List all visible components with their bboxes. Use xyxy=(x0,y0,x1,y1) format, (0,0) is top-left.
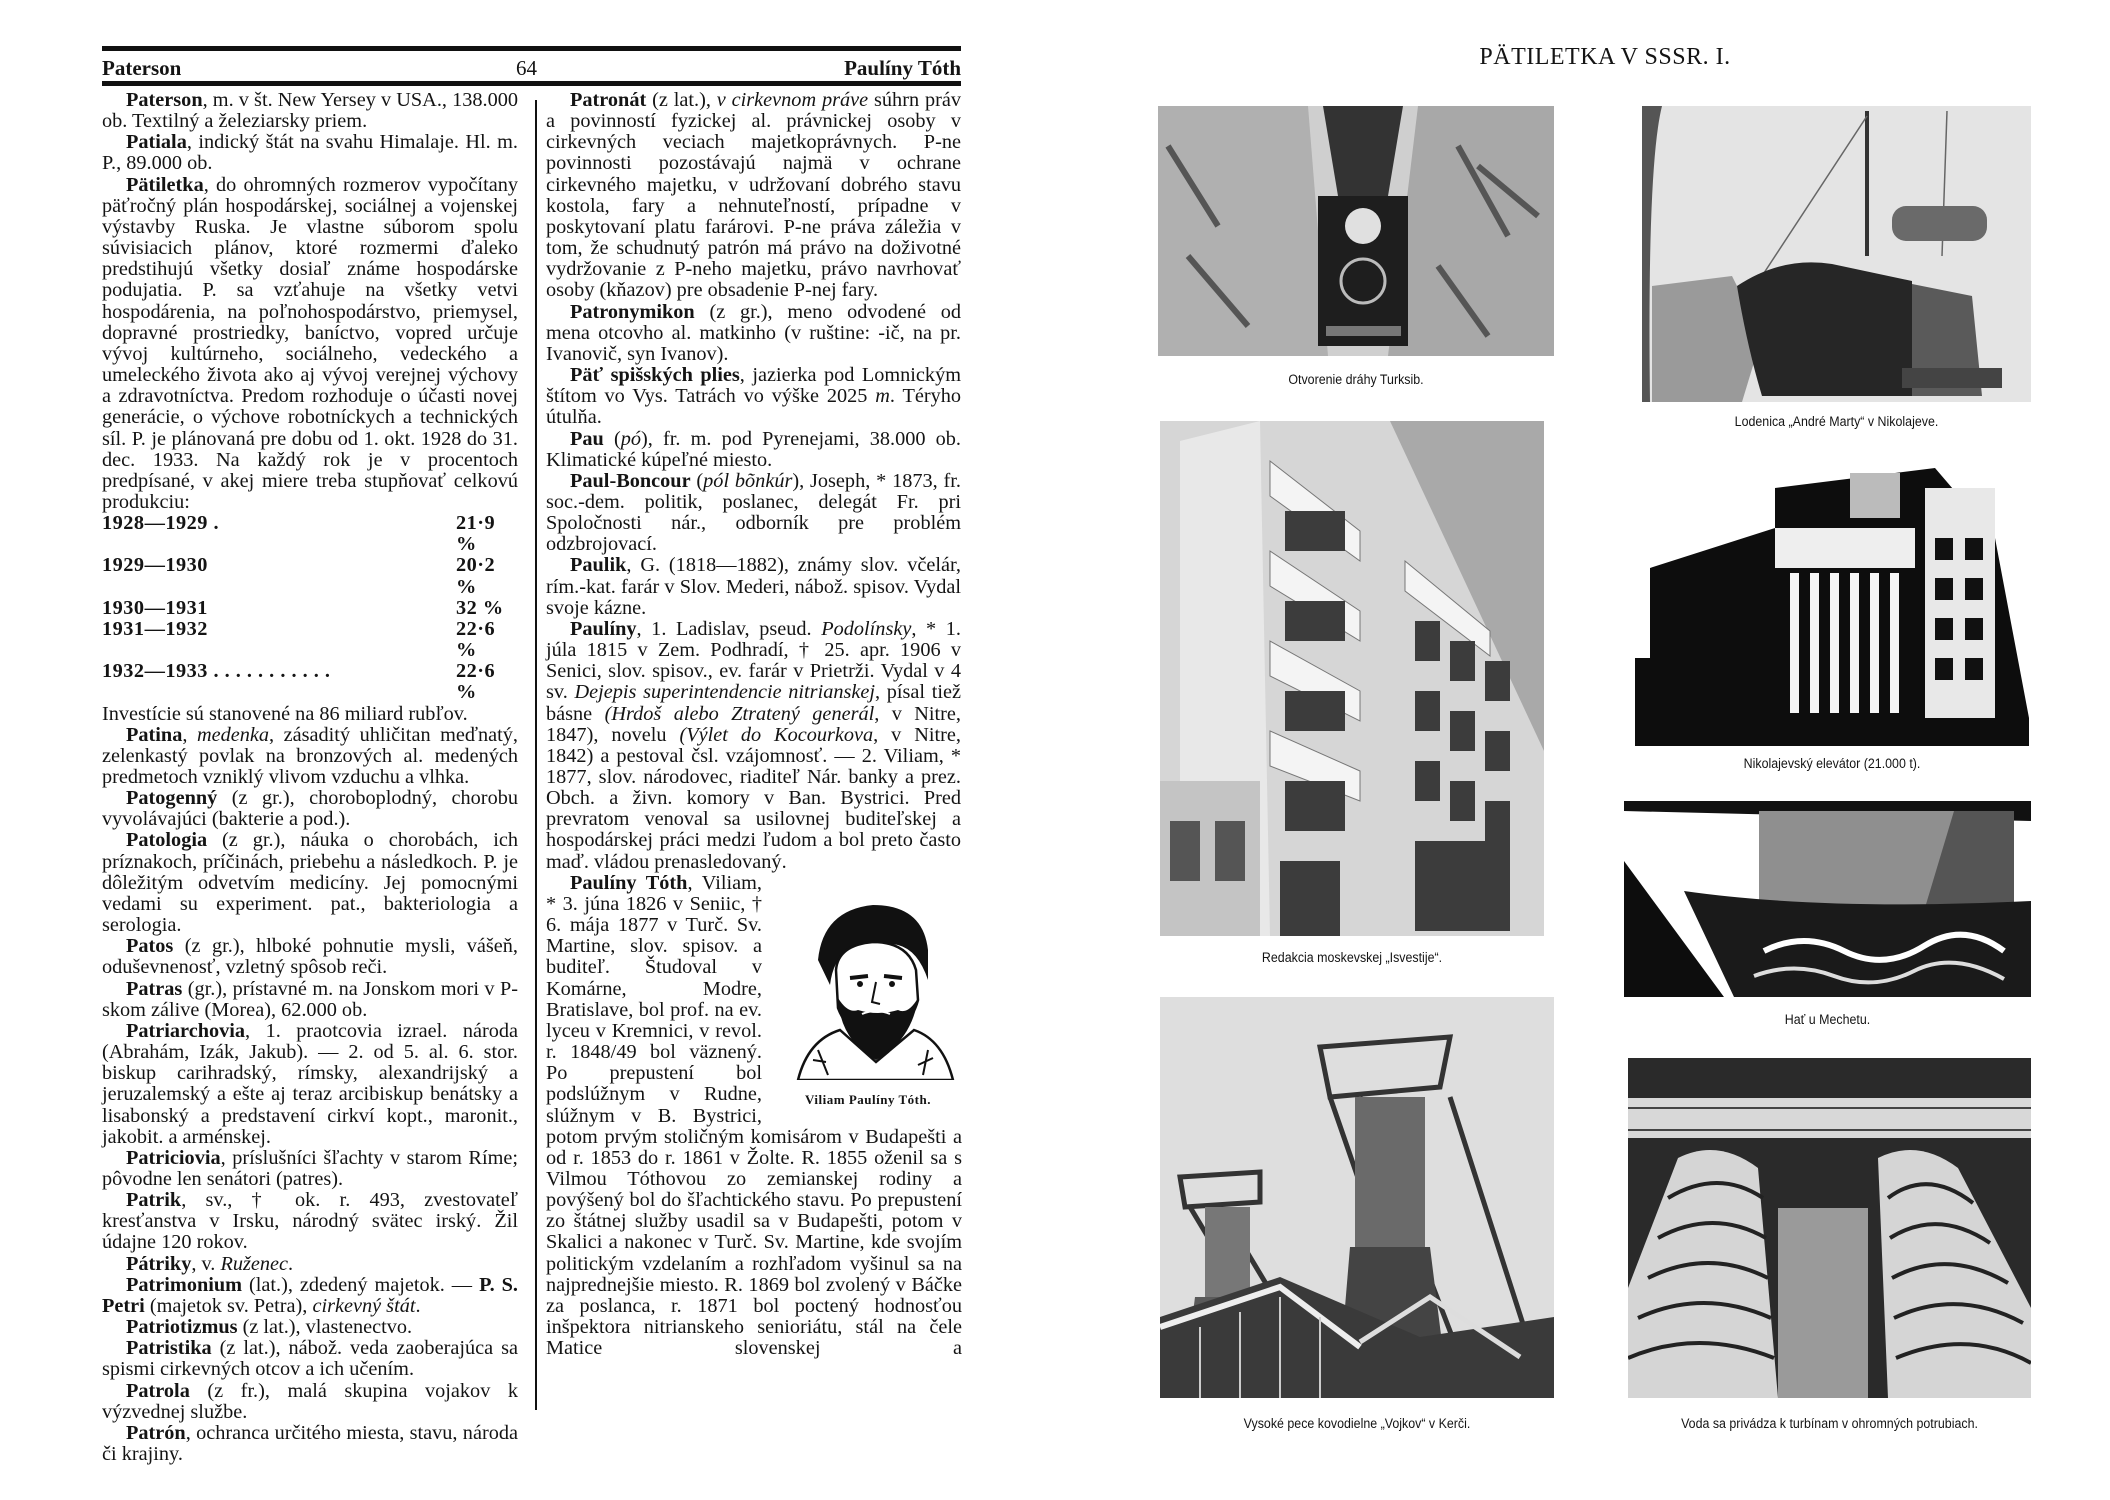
entry-italic-text: medenka xyxy=(196,723,270,746)
row-percent: 20·2 % xyxy=(456,554,496,598)
header-bottom-rule xyxy=(102,81,961,86)
dictionary-entry xyxy=(102,1423,518,1465)
growth-table-row xyxy=(102,619,518,661)
entry-text: (z lat.), nábož. veda zaoberajúca sa spismi cirkevných otcov a ich učením. xyxy=(102,1337,518,1381)
entry-headword: Patrón xyxy=(126,1421,186,1444)
entry-headword: Patrimonium xyxy=(126,1273,243,1296)
float-spacer xyxy=(961,90,962,890)
entry-headword: Patos xyxy=(126,935,174,958)
entry-italic-text: Ruženec xyxy=(220,1252,289,1275)
caption-mechet: Hať u Mechetu. xyxy=(1784,1012,1871,1027)
text-column-left xyxy=(102,90,518,1465)
entry-text: súhrn práv a povinností fyzickej al. právnickej osoby v cirkevných veciach majetkoprávnych. P-ne povinnosti pozostávajú najmä v ochrane cirkevného majetku, v udržovaní dobrého stavu kostola, fary a nehnuteľností, prípadne v poskytovaní platu farárovi. P-ne práva záležia v tom, že schudnutý patrón má právo na doživotné vydržovanie z P-neho majetku, právo navrhovať osoby (kňazov) pre obsadenie P-nej fary. xyxy=(546,89,961,302)
entry-text: , 1. praotcovia izrael. národa (Abrahám, Izák, Jakub). — 2. od 5. al. 6. stor. biskup carihradský, rímsky, alexandrijský a jeruzalemský a ešte aj teraz arcibiskup benátsky a lisabonský a predstavení cirkví kopt., maronit., jakobit. a arménskej. xyxy=(102,1019,518,1148)
entry-text: . xyxy=(415,1294,421,1317)
dictionary-entry xyxy=(102,1317,518,1338)
entry-text: , indický štát na svahu Himalaje. Hl. m. P., 89.000 ob. xyxy=(102,131,518,175)
entry-text: , v. xyxy=(191,1252,221,1275)
dictionary-entry xyxy=(546,365,962,428)
dictionary-entry xyxy=(102,1381,518,1423)
entry-text: (lat.), zdedený majetok. — xyxy=(242,1273,480,1296)
entry-headword: Patrola xyxy=(126,1379,190,1402)
entry-headword: Paul-Boncour xyxy=(570,469,691,492)
dictionary-entry xyxy=(102,1275,518,1317)
caption-izvestia: Redakcia moskevskej „Isvestije“. xyxy=(1261,950,1443,965)
entry-italic-text: (Výlet do Kocourkova xyxy=(679,723,874,746)
dictionary-entry xyxy=(546,429,962,471)
photo-elevator xyxy=(1635,468,2029,746)
entry-text: , zásaditý uhličitan meďnatý, zelenkastý povlak na bronzových al. medených predmetoch vzniklý vlivom vzduchu a vlhka. xyxy=(102,723,518,788)
entry-text: ( xyxy=(690,469,704,492)
dictionary-entry xyxy=(102,1254,518,1275)
entry-text: , písal tiež básne xyxy=(546,681,962,725)
entry-headword: Paulíny Tóth xyxy=(570,871,688,894)
row-years: 1932—1933 . . . . . . . . . . . xyxy=(102,660,331,683)
entry-text: , 1. Ladislav, pseud. xyxy=(636,617,822,640)
page-number: 64 xyxy=(516,56,537,80)
dictionary-entry xyxy=(102,175,518,514)
header-top-rule xyxy=(102,46,961,51)
dictionary-entry xyxy=(546,471,962,556)
entry-italic-text: pól bõnkúr xyxy=(703,469,793,492)
caption-furnaces: Vysoké pece kovodielne „Vojkov“ v Kerči. xyxy=(1243,1416,1471,1431)
caption-elevator: Nikolajevský elevátor (21.000 t). xyxy=(1743,756,1921,771)
entry-headword: Paterson xyxy=(126,89,203,111)
entry-headword: Patronymikon xyxy=(570,300,695,323)
entry-headword: Päť spišských plies xyxy=(570,364,740,387)
dictionary-entry xyxy=(546,302,962,365)
row-years: 1928—1929 . xyxy=(102,512,220,535)
row-years: 1931—1932 xyxy=(102,617,208,640)
entry-headword: Paulíny xyxy=(570,617,637,640)
plate-title: PÄTILETKA V SSSR. I. xyxy=(1479,44,1731,70)
entry-text: (z lat.), vlastenectvo. xyxy=(237,1316,413,1339)
entry-italic-text: Dejepis superintendencie nitrianskej xyxy=(574,681,876,704)
dictionary-entry xyxy=(102,1148,518,1190)
entry-headword: Patiala xyxy=(126,131,187,154)
entry-text: , xyxy=(182,723,197,746)
entry-text: , v Nitre, 1842) a pestoval čsl. vzájomnosť. — 2. Viliam, * 1877, slov. národovec, riaditeľ Nár. banky a prez. Obch. a živn. komory v Ban. Bystrici. Pred prevratom venoval sa usilovnej buditeľskej a hospodárskej práci medzi ľudom a bol preto často maď. vládou prenasledovaný. xyxy=(546,723,961,873)
entry-text: , príslušníci šľachty v starom Ríme; pôvodne len senátori (patres). xyxy=(102,1146,518,1190)
row-percent: 22·6 % xyxy=(456,617,496,662)
entry-headword: Patriotizmus xyxy=(126,1316,238,1339)
entry-headword: Pátriky xyxy=(126,1252,192,1275)
entry-italic-text: (Hrdoš alebo Ztratený generál xyxy=(604,702,875,725)
entry-text: ), fr. m. pod Pyrenejami, 38.000 ob. Klimatické kúpeľné miesto. xyxy=(546,427,961,471)
entry-text: , m. v št. New Yersey v USA., 138.000 ob. Textilný a železiarsky priem. xyxy=(102,89,518,133)
entry-italic-text: pó xyxy=(620,427,641,450)
dictionary-entry xyxy=(102,979,518,1021)
entry-headword: P. S. Petri xyxy=(102,1273,518,1317)
entry-text: , do ohromných rozmerov vypočítany päťročný plán hospodárskej, sociálnej a vojenskej výstavby Ruska. Je vlastne súborom spolu súvisiacich plánov, ktoré rozmermi ďaleko predstihujú všetky dosiaľ známe hospodárske podujatia. P. sa vzťahuje na všetky vetvi hospodárenia, na poľnohospodárstvo, priemysel, dopravné prostriedky, baníctvo, vopred určuje vývoj kultúrneho, sociálneho, vedeckého a umeleckého života ako aj vývoj verejnej výchovy a zdravotníctva. Predom rozhoduje o účasti novej generácie, o výchove robotníckych a technických síl. P. je plánovaná pre dobu od 1. okt. 1928 do 31. dec. 1933. Na každý rok je v procentoch predpísané, v akej miere treba stupňovať celkovú produkciu: xyxy=(102,173,518,513)
entry-text: (z gr.), náuka o chorobách, ich príznakoch, príčinách, priebehu a následkoch. P. je dôležitým odvetvím medicíny. Jej pomocnými vedami su experiment. pat., bakteriologia a serologia. xyxy=(102,829,518,937)
photo-pipes xyxy=(1628,1058,2031,1398)
growth-table-row xyxy=(102,555,518,597)
entry-text: ( xyxy=(603,427,621,450)
entry-headword: Pau xyxy=(570,427,604,450)
entry-text: , sv., † ok. r. 493, zvestovateľ kresťanstva v Irsku, národný svätec irský. Žil údajne 120 rokov. xyxy=(102,1189,518,1254)
entry-italic-text: v cirkevnom práve xyxy=(716,89,869,111)
entry-headword: Patras xyxy=(126,977,183,1000)
entry-headword: Patristika xyxy=(126,1337,212,1360)
portrait-figure xyxy=(774,890,962,1110)
dictionary-entry xyxy=(102,1338,518,1380)
entry-headword: Patogenný xyxy=(126,787,218,810)
photo-izvestia xyxy=(1160,421,1544,936)
entry-headword: Patriciovia xyxy=(126,1146,221,1169)
growth-table-row xyxy=(102,598,518,619)
dictionary-entry xyxy=(102,1190,518,1253)
entry-text: (majetok sv. Petra), xyxy=(144,1294,313,1317)
caption-shipyard: Lodenica „André Marty“ v Nikolajeve. xyxy=(1734,414,1939,429)
dictionary-entry xyxy=(102,132,518,174)
entry-text: . Téryho útulňa. xyxy=(546,385,962,429)
portrait-caption: Viliam Paulíny Tóth. xyxy=(805,1092,931,1108)
entry-headword: Pätiletka xyxy=(126,173,204,196)
growth-table-row xyxy=(102,513,518,555)
entry-headword: Patrik xyxy=(126,1189,182,1212)
photo-furnaces xyxy=(1160,997,1554,1398)
dictionary-entry xyxy=(546,619,962,873)
entry-text: , ochranca určitého miesta, stavu, národa či krajiny. xyxy=(102,1421,518,1465)
entry-italic-text: cirkevný štát xyxy=(312,1294,416,1317)
growth-table-row xyxy=(102,661,518,703)
running-head-left: Paterson xyxy=(102,56,182,80)
entry-text: (z gr.), choroboplodný, chorobu vyvolávajúci (bakterie a pod.). xyxy=(102,787,518,831)
entry-text: (z gr.), hlboké pohnutie mysli, vášeň, oduševnenosť, vzletný spôsob reči. xyxy=(102,935,518,979)
entry-text: , v Nitre, 1847), novelu xyxy=(546,702,962,746)
growth-table xyxy=(102,513,518,703)
photo-mechet xyxy=(1624,801,2031,997)
dictionary-entry xyxy=(102,830,518,936)
entry-text: , jazierka pod Lomnickým štítom vo Vys. Tatrách vo výške 2025 xyxy=(546,364,961,408)
caption-pipes: Voda sa privádza k turbínam v ohromných potrubiach. xyxy=(1681,1416,1978,1431)
entry-text: . xyxy=(288,1252,294,1275)
dictionary-entry xyxy=(546,90,962,302)
entry-headword: Patina xyxy=(126,723,183,746)
dictionary-entry xyxy=(546,555,962,618)
row-years: 1930—1931 xyxy=(102,596,208,619)
entry-headword: Patronát xyxy=(570,89,647,111)
entry-text: , G. (1818—1882), známy slov. včelár, rím.-kat. farár v Slov. Mederi, nábož. spisov. Vydal svoje kázne. xyxy=(546,554,961,619)
entry-text: ), Joseph, * 1873, fr. soc.-dem. politik, poslanec, delegát Fr. pri Spoločnosti nár., odborník pre problém odzbrojovací. xyxy=(546,469,961,556)
portrait-drawing xyxy=(778,890,958,1080)
dictionary-entry xyxy=(102,90,518,132)
entry-headword: Patologia xyxy=(126,829,208,852)
row-percent: 22·6 % xyxy=(456,660,496,704)
dictionary-entry xyxy=(102,788,518,830)
dictionary-entry xyxy=(102,936,518,978)
entry-italic-text: Podolínsky xyxy=(821,617,912,640)
column-divider xyxy=(535,100,537,1410)
running-head-right: Paulíny Tóth xyxy=(844,56,961,80)
entry-text: , * 1. júla 1815 v Zem. Podhradí, † 25. apr. 1906 v Senici, slov. spisov., ev. farár v Prietrži. Vydal v 4 sv. xyxy=(546,617,961,704)
caption-turksib: Otvorenie dráhy Turksib. xyxy=(1288,372,1424,387)
entry-italic-text: m xyxy=(875,385,890,408)
entry-text: , Viliam, * 3. júna 1826 v Seniic, † 6. mája 1877 v Turč. Sv. Martine, slov. spisov. a buditeľ. Študoval v Komárne, Modre, Bratislave, bol prof. na ev. lyceu v Kremnici, v revol. r. 1848/49 bol väznený. Po prepustení bol podslúžnym v Rudne, slúžnym v B. Bystrici, potom prvým stoličným komisárom v Budapešti a od r. 1853 do r. 1861 v Žolte. R. 1855 oženil sa s Vilmou Tóthovou zo zemianskej rodiny a povýšený bol do šľachtického stavu. Po prepustení zo štátnej služby usadil sa v Budapešti, potom v Skalici a nakonec v Turč. Sv. Martine, kde svojím politickým vzdelaním a rozhľadom vyšinul sa na najprednejšie miesto. R. 1869 bol zvolený v Báčke za poslanca, r. 1871 bol poctený hodnosťou inšpektora nitrianskeho senioriátu, stál na čele Matice slovenskej a xyxy=(546,871,962,1360)
entry-headword: Patriarchovia xyxy=(126,1019,246,1042)
photo-shipyard xyxy=(1642,106,2031,402)
entry-headword: Paulik xyxy=(570,554,627,577)
row-percent: 21·9 % xyxy=(456,512,496,556)
dictionary-entry xyxy=(102,704,518,725)
entry-text: (z fr.), malá skupina vojakov k výzvednej službe. xyxy=(102,1379,518,1423)
dictionary-entry xyxy=(102,725,518,788)
photo-turksib xyxy=(1158,106,1554,356)
row-percent: 32 % xyxy=(456,596,504,619)
row-years: 1929—1930 xyxy=(102,554,208,577)
dictionary-entry xyxy=(102,1021,518,1148)
text-column-right xyxy=(546,90,962,1359)
entry-text: (z lat.), xyxy=(646,89,717,111)
entry-text: Investície sú stanovené na 86 miliard rubľov. xyxy=(102,702,468,725)
entry-text: (gr.), prístavné m. na Jonskom mori v P-skom zálive (Morea), 62.000 ob. xyxy=(102,977,518,1021)
entry-text: (z gr.), meno odvodené od mena otcovho al. matkinho (v ruštine: -ič, na pr. Ivanovič, syn Ivanov). xyxy=(546,300,961,365)
